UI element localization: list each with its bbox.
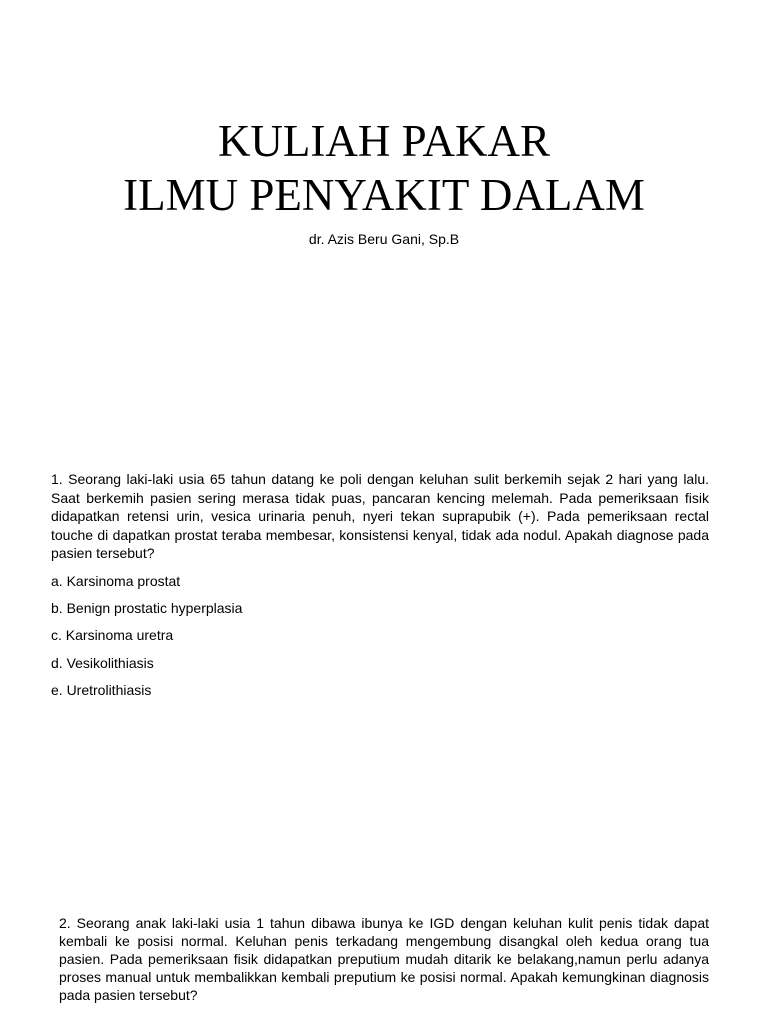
title-slide — [0, 72, 768, 456]
option-d: d. Vesikolithiasis — [51, 654, 154, 671]
question-1-options — [51, 572, 242, 708]
question-2-slide — [0, 840, 768, 1024]
question-2-text: 2. Seorang anak laki-laki usia 1 tahun dibawa ibunya ke IGD dengan keluhan kulit penis tidak dapat kembali ke posisi normal. Keluhan penis terkadang mengembung disangkal oleh kedua orang tua pasien. Pada pemeriksaan fisik didapatkan preputium mudah ditarik ke belakang,namun perlu adanya proses manual untuk membalikkan kembali preputium ke posisi normal. Apakah kemungkinan diagnosis pada pasien tersebut? — [59, 915, 709, 1003]
slide-title-line-1: KULIAH PAKAR — [217, 116, 551, 166]
option-a: a. Karsinoma prostat — [51, 573, 181, 589]
slide-author: dr. Azis Beru Gani, Sp.B — [308, 231, 460, 247]
question-1-slide — [0, 456, 768, 840]
question-1-text: 1. Seorang laki-laki usia 65 tahun datang ke poli dengan keluhan sulit berkemih sejak 2 hari yang lalu. Saat berkemih pasien sering merasa tidak puas, pancaran kencing melemah. Pada pemeriksaan fisik didapatkan retensi urin, vesica urinaria penuh, nyeri tekan suprapubik (+). Pada pemeriksaan rectal touche di dapatkan prostat teraba membesar, konsistensi kenyal, tidak ada nodul. Apakah diagnose pada pasien tersebut? — [51, 471, 709, 561]
option-c: c. Karsinoma uretra — [51, 627, 174, 644]
option-e: e. Uretrolithiasis — [51, 681, 152, 698]
slide-title-line-2: ILMU PENYAKIT DALAM — [123, 170, 645, 220]
option-b: b. Benign prostatic hyperplasia — [51, 600, 243, 617]
